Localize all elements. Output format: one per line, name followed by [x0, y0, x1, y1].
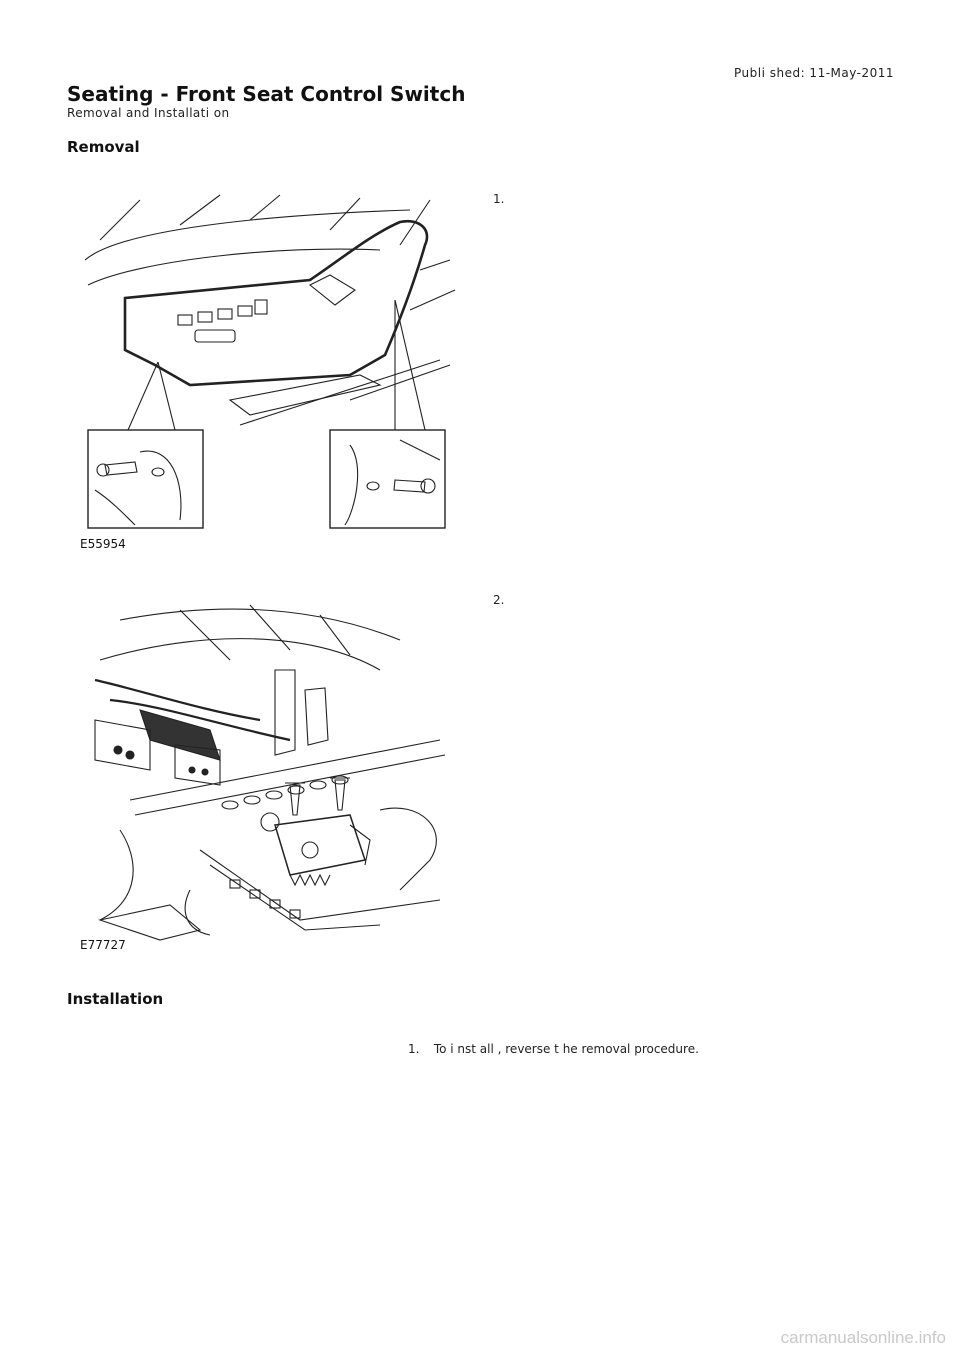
page-title: Seating - Front Seat Control Switch — [67, 82, 466, 106]
published-date: Publi shed: 11-May-2011 — [733, 66, 894, 80]
step-number: 1. — [408, 1042, 420, 1056]
figure-label: E77727 — [80, 938, 126, 952]
step-number: 2. — [493, 593, 505, 607]
watermark: carmanualsonline.info — [780, 1328, 946, 1347]
figure-switch-module — [80, 600, 460, 960]
installation-step — [408, 1042, 699, 1056]
page-subtitle: Removal and Installati on — [67, 106, 230, 120]
removal-heading: Removal — [67, 138, 140, 156]
step-text: To i nst all , reverse t he removal procedure. — [433, 1042, 699, 1056]
figure-seat-switch-removal — [80, 190, 460, 560]
figure-label: E55954 — [80, 537, 126, 551]
step-number: 1. — [493, 192, 505, 206]
installation-heading: Installation — [67, 990, 164, 1008]
